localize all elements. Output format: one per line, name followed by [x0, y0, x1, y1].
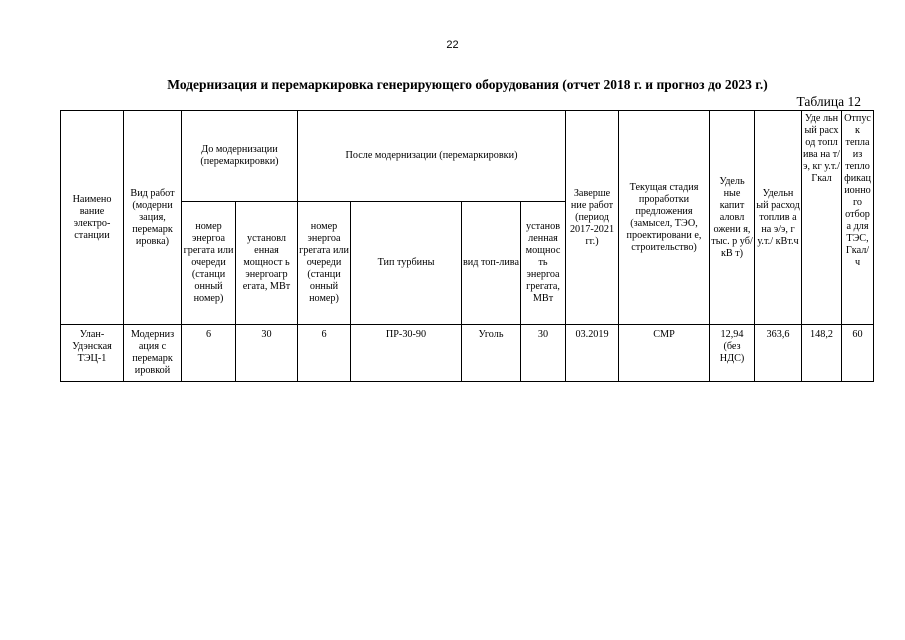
header-before-unit: номер энергоа грегата или очереди (станци онный номер) — [182, 202, 236, 325]
header-heat-output: Отпус к тепла из тепло фикац ионно го отбор а для ТЭС, Гкал/ ч — [842, 111, 874, 325]
header-fuel-rate-heat: Уде льн ый расх од топл ива на т/э, кг у.т./ Гкал — [802, 111, 842, 325]
header-capital-cost: Удель ные капит аловл ожени я, тыс. р уб/кВ т) — [710, 111, 755, 325]
cell-capital-cost: 12,94 (без НДС) — [710, 325, 755, 382]
header-fuel-rate-el: Удельн ый расход топлив а на э/э, г у.т./ кВт.ч — [755, 111, 802, 325]
cell-stage: СМР — [619, 325, 710, 382]
header-stage: Текущая стадия проработки предложения (замысел, ТЭО, проектировани е, строительство) — [619, 111, 710, 325]
document-title: Модернизация и перемаркировка генерирующего оборудования (отчет 2018 г. и прогноз до 2023 г.) — [167, 77, 768, 92]
header-station-name: Наимено вание электро-станции — [61, 111, 124, 325]
cell-fuel-rate-el: 363,6 — [755, 325, 802, 382]
header-after-group: После модернизации (перемаркировки) — [298, 111, 566, 202]
modernization-table — [60, 110, 874, 382]
table-header-row — [61, 111, 874, 202]
table-row — [61, 325, 874, 382]
page-number: 22 — [446, 39, 459, 51]
cell-heat-output: 60 — [842, 325, 874, 382]
header-after-capacity: установ ленная мощнос ть энергоа грегата, МВт — [521, 202, 566, 325]
header-before-group: До модернизации (перемаркировки) — [182, 111, 298, 202]
header-work-type: Вид работ (модерни зация, перемарк ировка) — [124, 111, 182, 325]
cell-after-unit: 6 — [298, 325, 351, 382]
header-after-unit: номер энергоа грегата или очереди (станци онный номер) — [298, 202, 351, 325]
header-after-turbine: Тип турбины — [351, 202, 462, 325]
header-before-capacity: установл енная мощност ь энергоагр егата, МВт — [236, 202, 298, 325]
cell-station-name: Улан-Удэнская ТЭЦ-1 — [61, 325, 124, 382]
table-label: Таблица 12 — [796, 94, 861, 109]
cell-before-capacity: 30 — [236, 325, 298, 382]
cell-after-turbine: ПР-30-90 — [351, 325, 462, 382]
cell-fuel-rate-heat: 148,2 — [802, 325, 842, 382]
header-completion: Заверше ние работ (период 2017-2021 гг.) — [566, 111, 619, 325]
header-after-fuel: вид топ-лива — [462, 202, 521, 325]
cell-after-fuel: Уголь — [462, 325, 521, 382]
cell-completion: 03.2019 — [566, 325, 619, 382]
cell-work-type: Модерниз ация с перемарк ировкой — [124, 325, 182, 382]
cell-before-unit: 6 — [182, 325, 236, 382]
cell-after-capacity: 30 — [521, 325, 566, 382]
